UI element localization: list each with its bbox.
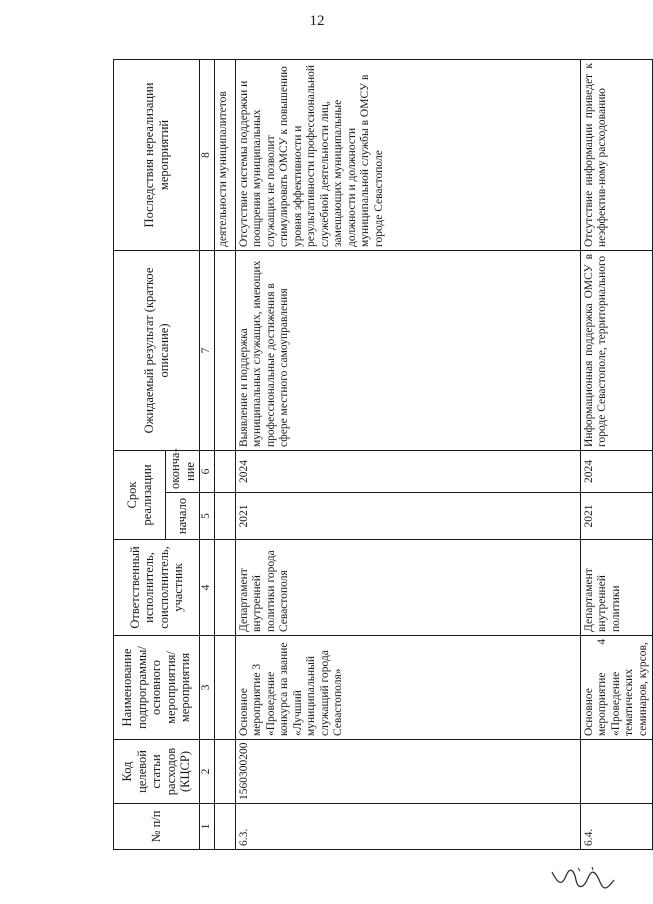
budget-code [580, 740, 653, 804]
header-name: Наименование подпрограммы/ основного мероприятия/ мероприятия [114, 636, 200, 740]
column-number: 5 [200, 493, 215, 540]
header-result: Ожидаемый результат (краткое описание) [114, 250, 200, 450]
column-number: 8 [200, 59, 215, 250]
column-number: 7 [200, 250, 215, 450]
column-numbers-row [200, 59, 215, 849]
table-row-6-4 [580, 59, 653, 849]
header-end: оконча-ние [166, 450, 200, 492]
expected-result: Информационная поддержка ОМСУ в городе Севастополе, территориального [580, 250, 653, 450]
header-consequence: Последствия нереализации мероприятий [114, 59, 200, 250]
table-row-6-3 [235, 59, 580, 849]
header-start: начало [166, 493, 200, 540]
carry-over-row [214, 59, 235, 849]
executor: Департамент внутренней политики [580, 540, 653, 636]
column-number: 3 [200, 636, 215, 740]
column-number: 2 [200, 740, 215, 804]
signature-mark [548, 862, 618, 892]
end-year: 2024 [235, 450, 580, 492]
header-code: Код целевой статьи расходов (КЦСР) [114, 740, 200, 804]
consequence: Отсутствие системы поддержки и поощрения муниципальных служащих не позволит стимулировать ОМСУ к повышению уровня эффективности и результативности профессиональной служебной деятельности лиц, замещающих муниципальные должности и должности муниципальной службы в ОМСУ в городе Севастополе [235, 59, 580, 250]
column-number: 1 [200, 804, 215, 850]
executor: Департамент внутренней политики города Севастополя [235, 540, 580, 636]
activity-name: Основное мероприятие 4 «Проведение тематических семинаров, курсов, [580, 636, 653, 740]
end-year: 2024 [580, 450, 653, 492]
budget-code: 1560300200 [235, 740, 580, 804]
column-number: 6 [200, 450, 215, 492]
rotated-table-container [113, 60, 649, 850]
header-row [114, 59, 166, 849]
row-number: 6.3. [235, 804, 580, 850]
activities-table [113, 59, 653, 850]
start-year: 2021 [580, 493, 653, 540]
header-period: Срок реализации [114, 450, 166, 539]
start-year: 2021 [235, 493, 580, 540]
header-executor: Ответственный исполнитель, соисполнитель, участник [114, 540, 200, 636]
column-number: 4 [200, 540, 215, 636]
expected-result: Выявление и поддержка муниципальных служащих, имеющих профессиональные достижения в сфере местного самоуправления [235, 250, 580, 450]
carry-over-consequence: деятельности муниципалитетов [214, 59, 235, 250]
page-number: 12 [309, 13, 325, 29]
activity-name: Основное мероприятие 3 «Проведение конкурса на звание «Лучший муниципальный служащий города Севастополя» [235, 636, 580, 740]
consequence: Отсутствие информации приведет к неэффектив-ному расходованию [580, 59, 653, 250]
header-num: № п/п [114, 804, 200, 850]
row-number: 6.4. [580, 804, 653, 850]
